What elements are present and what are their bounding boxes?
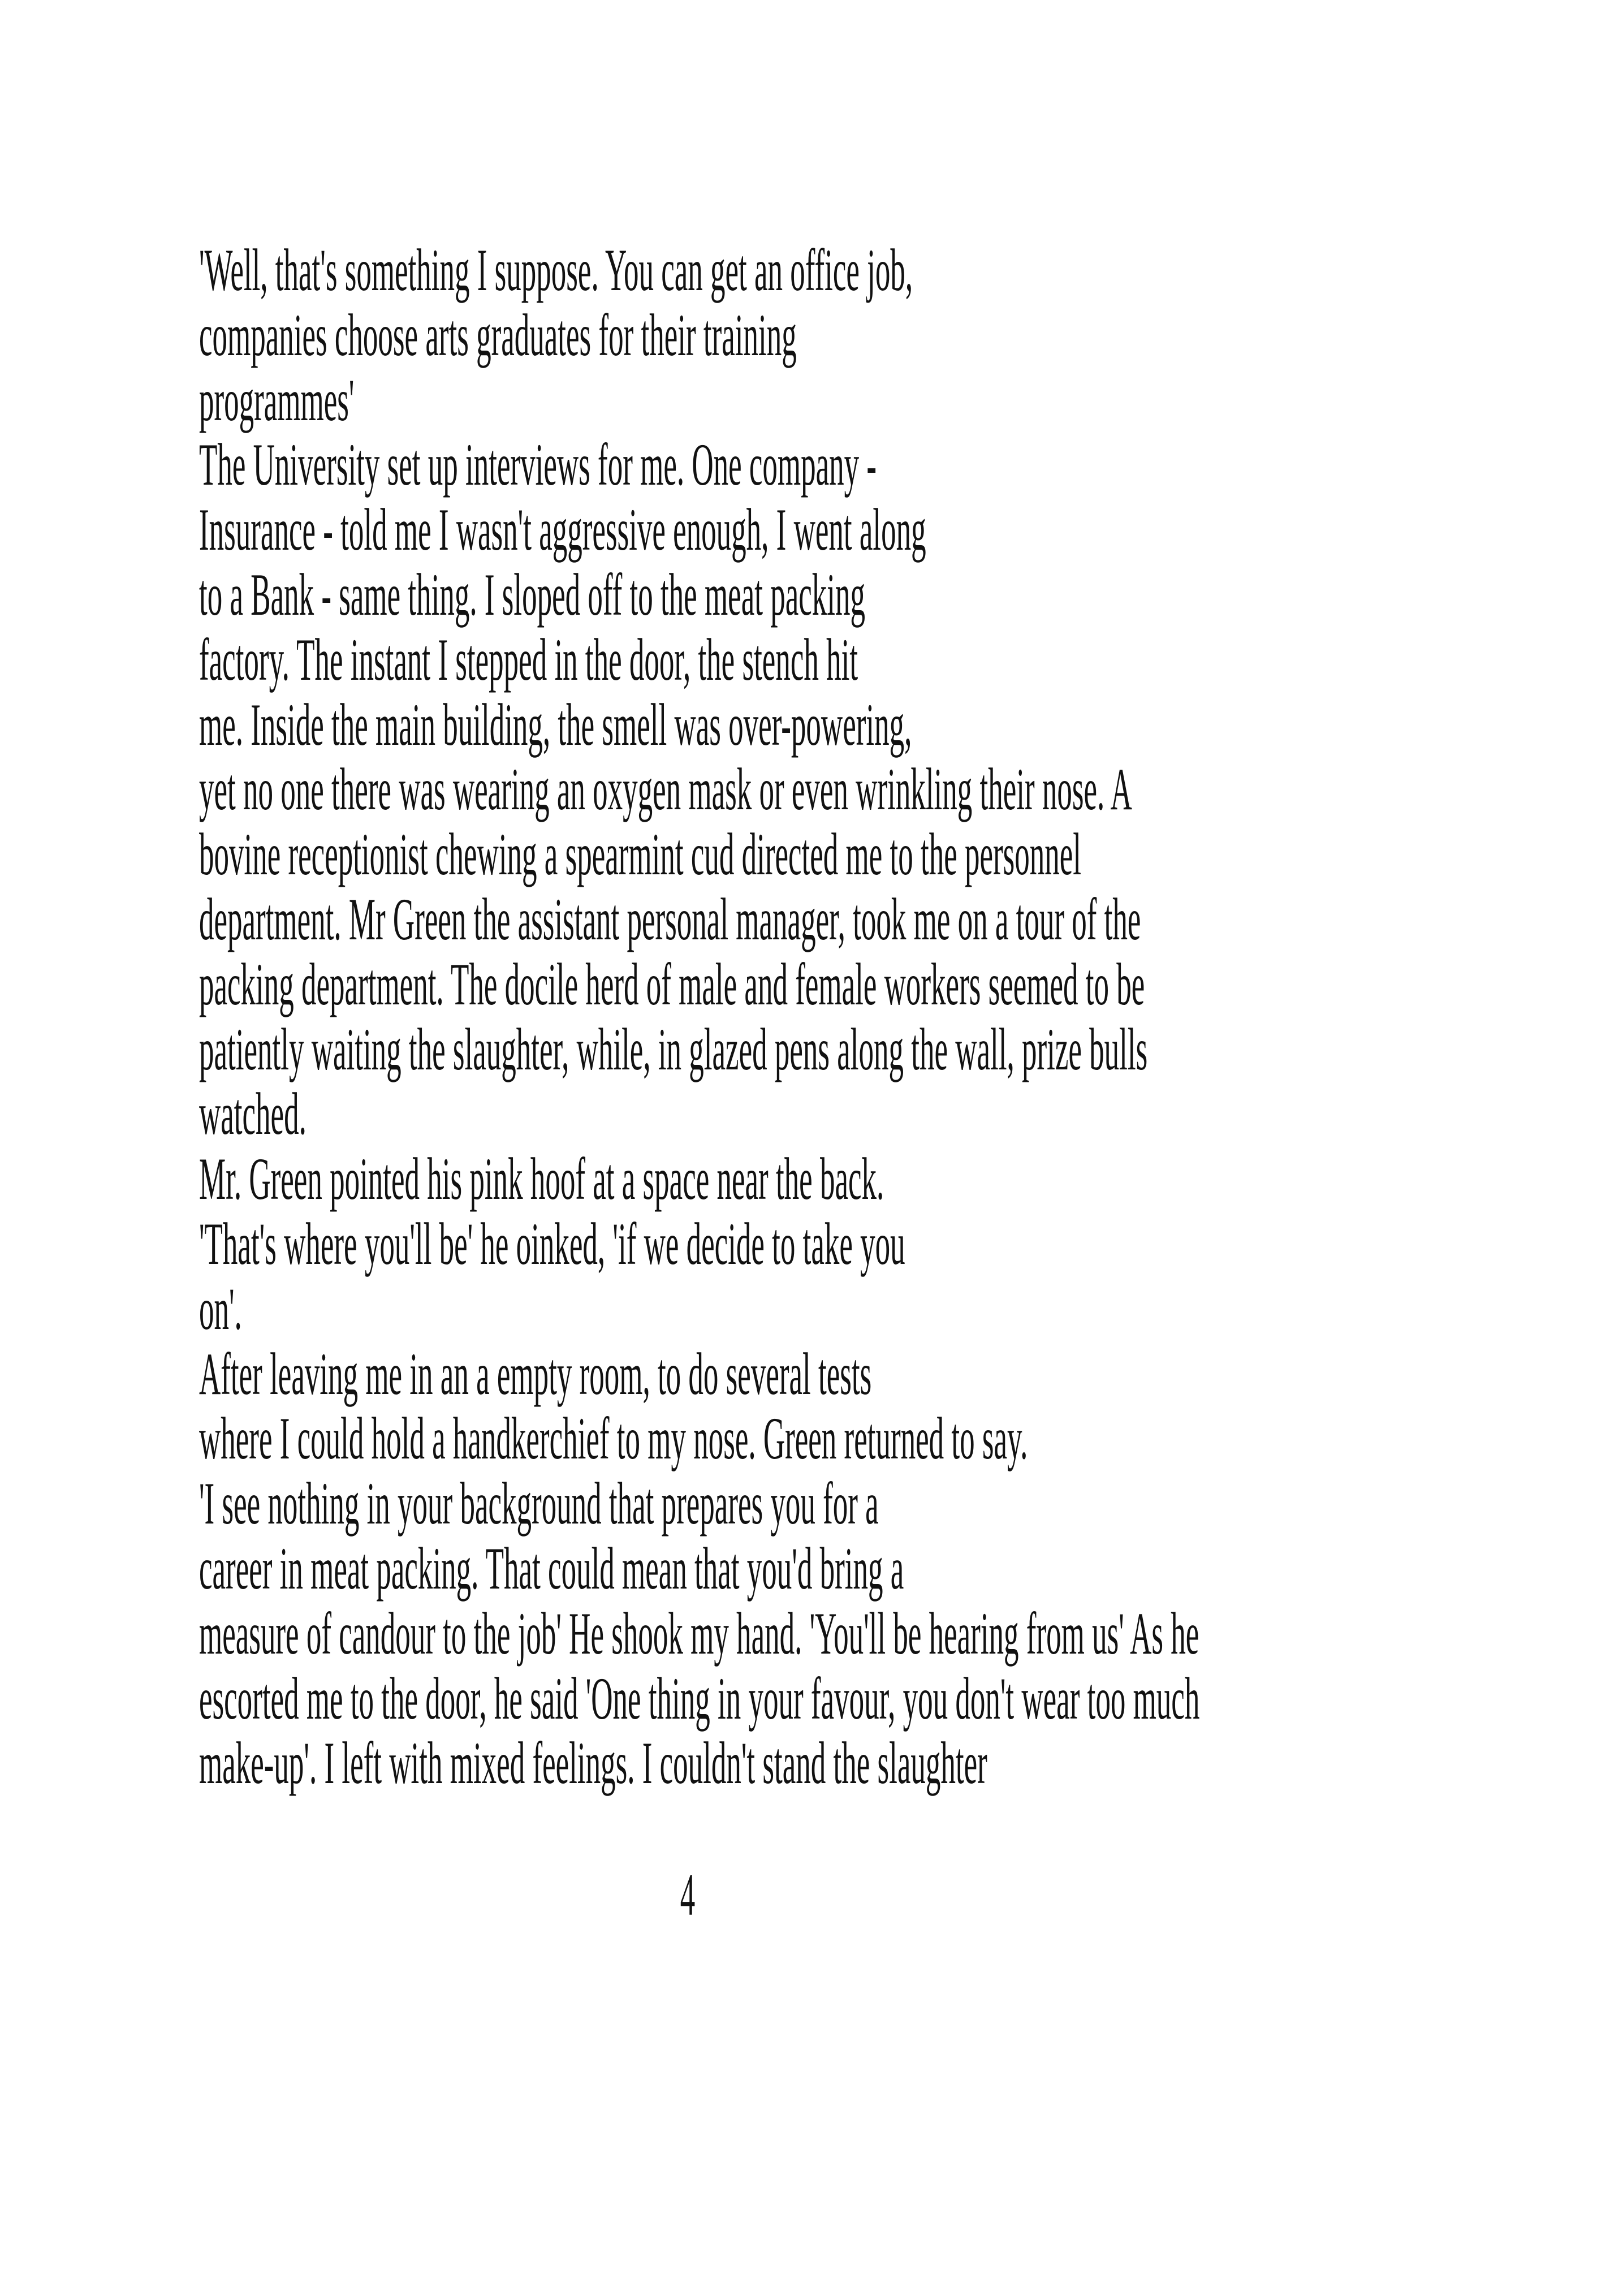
text-line: where I could hold a handkerchief to my nose. Green returned to say.	[199, 1405, 1028, 1472]
text-line: to a Bank - same thing. I sloped off to the meat packing	[199, 561, 865, 628]
text-line: programmes'	[199, 366, 355, 433]
text-line: The University set up interviews for me. One company -	[199, 431, 877, 498]
text-line: on'.	[199, 1275, 242, 1342]
text-line: 'I see nothing in your background that prepares you for a	[199, 1470, 879, 1537]
text-line: yet no one there was wearing an oxygen mask or even wrinkling their nose. A	[199, 756, 1132, 823]
text-line: watched.	[199, 1081, 307, 1147]
text-line: packing department. The docile herd of male and female workers seemed to be	[199, 951, 1145, 1017]
text-line: 'That's where you'll be' he oinked, 'if we decide to take you	[199, 1210, 905, 1277]
text-line: After leaving me in an a empty room, to do several tests	[199, 1340, 872, 1407]
text-line: 'Well, that's something I suppose. You can get an office job,	[199, 237, 913, 303]
text-line: Mr. Green pointed his pink hoof at a space near the back.	[199, 1146, 884, 1212]
page-number: 4	[680, 1862, 696, 1928]
text-line: Insurance - told me I wasn't aggressive enough, I went along	[199, 497, 926, 563]
text-line: factory. The instant I stepped in the door, the stench hit	[199, 626, 858, 693]
text-line: career in meat packing. That could mean that you'd bring a	[199, 1535, 904, 1602]
text-line: me. Inside the main building, the smell was over-powering,	[199, 691, 912, 758]
text-line: measure of candour to the job' He shook my hand. 'You'll be hearing from us' As he	[199, 1600, 1199, 1667]
text-line: patiently waiting the slaughter, while, in glazed pens along the wall, prize bulls	[199, 1016, 1148, 1082]
body-text	[199, 238, 1623, 1796]
text-line: escorted me to the door, he said 'One thing in your favour, you don't wear too much	[199, 1665, 1200, 1732]
text-line: make-up'. I left with mixed feelings. I couldn't stand the slaughter	[199, 1730, 987, 1797]
text-line: department. Mr Green the assistant personal manager, took me on a tour of the	[199, 886, 1141, 952]
text-line: bovine receptionist chewing a spearmint cud directed me to the personnel	[199, 821, 1082, 888]
text-line: companies choose arts graduates for their training	[199, 301, 797, 368]
